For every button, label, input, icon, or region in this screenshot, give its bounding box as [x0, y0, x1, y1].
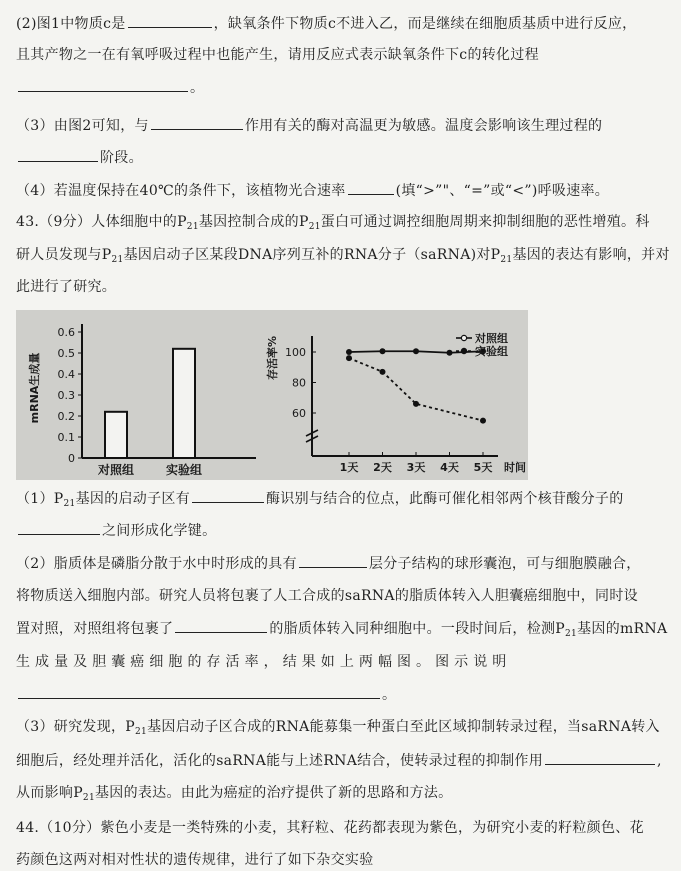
x-tick-label: 4天 — [440, 461, 459, 474]
text-line — [16, 750, 666, 771]
x-tick-label: 实验组 — [165, 463, 203, 477]
data-point — [413, 348, 419, 354]
data-point — [480, 418, 486, 424]
legend-marker — [461, 335, 466, 340]
bar — [173, 349, 195, 458]
series-line — [349, 358, 483, 421]
text-fragment: （1）P — [16, 491, 64, 507]
text-line — [16, 180, 666, 201]
answer-blank[interactable] — [18, 77, 188, 92]
text-fragment: 生 成 量 及 胆 囊 癌 细 胞 的 存 活 率 ， 结 果 如 上 两 幅 图 。 图 示 说 明 — [16, 654, 507, 670]
answer-blank[interactable] — [545, 750, 655, 765]
text-fragment: 蛋白可通过调控细胞周期来抑制细胞的恶性增殖。科 — [320, 214, 650, 230]
text-line — [16, 818, 666, 838]
y-tick-label: 0.1 — [57, 431, 75, 444]
text-fragment: 层分子结构的球形囊泡，可与细胞膜融合， — [368, 556, 641, 572]
subscript: 21 — [500, 255, 513, 265]
text-line — [16, 652, 666, 672]
text-fragment: 将物质送入细胞内部。研究人员将包裹了人工合成的saRNA的脂质体转入人胆囊癌细胞中，同时设 — [16, 588, 638, 604]
text-line — [16, 212, 666, 232]
text-fragment: 作用有关的酶对高温更为敏感。温度会影响该生理过程的 — [244, 118, 603, 134]
y-axis-label: mRNA生成量 — [28, 352, 41, 424]
x-tick-label: 3天 — [406, 461, 426, 474]
legend-label: 对照组 — [475, 332, 508, 345]
text-fragment: 酶识别与结合的位点，此酶可催化相邻两个核苷酸分子的 — [266, 491, 624, 507]
text-fragment: 基因启动子区某段DNA序列互补的RNA分子（saRNA)对P — [123, 247, 501, 263]
text-fragment: （3）由图2可知，与 — [16, 118, 149, 134]
text-line — [16, 553, 666, 574]
y-tick-label: 0.4 — [57, 368, 75, 381]
text-fragment: （2）脂质体是磷脂分散于水中时形成的具有 — [16, 556, 297, 572]
y-tick-label: 0.6 — [57, 326, 75, 339]
text-line — [16, 717, 666, 737]
text-fragment: 44.（10分）紫色小麦是一类特殊的小麦，其籽粒、花药都表现为紫色，为研究小麦的籽粒颜色、花 — [16, 820, 644, 836]
answer-blank[interactable] — [128, 13, 212, 28]
text-line — [16, 245, 670, 265]
text-fragment: 基因启动子区合成的RNA能募集一种蛋白至此区域抑制转录过程，当saRNA转入 — [147, 719, 660, 735]
text-fragment: (2)图1中物质c是 — [16, 16, 126, 32]
text-fragment: （3）研究发现，P — [16, 719, 136, 735]
text-fragment: 基因控制合成的P — [198, 214, 309, 230]
text-fragment: 置对照，对照组将包裹了 — [16, 621, 174, 637]
text-line — [16, 13, 666, 34]
text-line — [16, 850, 666, 870]
legend-label: 实验组 — [475, 345, 508, 358]
text-fragment: 基因的表达。由此为癌症的治疗提供了新的思路和方法。 — [94, 785, 453, 801]
survival-line-chart — [265, 331, 526, 474]
answer-blank[interactable] — [18, 520, 100, 535]
y-tick-label: 100 — [285, 346, 306, 359]
data-point — [380, 348, 386, 354]
y-axis-label: 存活率% — [266, 335, 279, 381]
text-fragment: 43.（9分）人体细胞中的P — [16, 214, 187, 230]
subscript: 21 — [135, 727, 148, 737]
text-fragment: （4）若温度保持在40℃的条件下，该植物光合速率 — [16, 183, 346, 199]
data-point — [346, 349, 352, 355]
text-fragment: , — [657, 753, 662, 769]
text-fragment: 。 — [382, 687, 397, 703]
text-fragment: 。 — [190, 80, 205, 96]
answer-blank[interactable] — [151, 115, 243, 130]
y-tick-label: 80 — [292, 376, 306, 390]
data-point — [447, 350, 453, 356]
charts-svg — [16, 310, 528, 480]
y-tick-label: 0.5 — [57, 347, 75, 360]
x-tick-label: 1天 — [339, 461, 359, 474]
y-tick-label: 0 — [68, 452, 75, 465]
x-axis-label: 时间 — [504, 461, 526, 474]
text-line — [16, 520, 666, 541]
mrna-bar-chart — [27, 324, 256, 477]
text-line — [16, 783, 666, 803]
bar — [105, 412, 127, 458]
subscript: 21 — [82, 793, 95, 803]
answer-blank[interactable] — [192, 488, 264, 503]
subscript: 21 — [63, 499, 76, 509]
text-fragment: (填“>”"、“=”或“<”)呼吸速率。 — [395, 183, 610, 199]
text-line — [16, 586, 666, 606]
text-line — [16, 618, 666, 639]
text-line — [16, 77, 666, 98]
x-tick-label: 对照组 — [97, 463, 135, 477]
text-fragment: 基因的启动子区有 — [75, 491, 190, 507]
legend-marker — [461, 348, 466, 353]
y-tick-label: 0.3 — [57, 389, 75, 402]
text-fragment: 阶段。 — [100, 150, 143, 166]
data-point — [380, 369, 386, 375]
x-tick-label: 5天 — [473, 461, 493, 474]
text-line — [16, 684, 666, 705]
experiment-figure — [16, 310, 528, 480]
text-fragment: 且其产物之一在有氧呼吸过程中也能产生，请用反应式表示缺氧条件下c的转化过程 — [16, 47, 539, 63]
text-line — [16, 488, 666, 509]
text-line — [16, 147, 666, 168]
y-tick-label: 60 — [292, 407, 306, 420]
data-point — [346, 355, 352, 361]
answer-blank[interactable] — [348, 180, 394, 195]
text-line — [16, 45, 666, 65]
text-fragment: 此进行了研究。 — [16, 279, 117, 295]
x-tick-label: 2天 — [373, 461, 392, 474]
text-fragment: 研人员发现与P — [16, 247, 112, 263]
text-fragment: ，缺氧条件下物质c不进入乙，而是继续在细胞质基质中进行反应， — [213, 16, 637, 32]
answer-blank[interactable] — [299, 553, 367, 568]
answer-blank[interactable] — [18, 684, 380, 699]
subscript: 21 — [111, 255, 124, 265]
subscript: 21 — [308, 222, 321, 232]
text-fragment: 从而影响P — [16, 785, 83, 801]
text-fragment: 细胞后，经处理并活化，活化的saRNA能与上述RNA结合，使转录过程的抑制作用 — [16, 753, 544, 769]
answer-blank[interactable] — [175, 618, 267, 633]
data-point — [413, 401, 419, 407]
y-tick-label: 0.2 — [57, 410, 75, 423]
text-fragment: 基因的mRNA — [577, 621, 668, 637]
subscript: 21 — [186, 222, 199, 232]
text-fragment: 之间形成化学键。 — [102, 523, 217, 539]
text-fragment: 的脂质体转入同种细胞中。一段时间后，检测P — [269, 621, 566, 637]
text-fragment: 基因的表达有影响，并对 — [512, 247, 670, 263]
answer-blank[interactable] — [18, 147, 98, 162]
text-line — [16, 277, 666, 297]
subscript: 21 — [565, 629, 578, 639]
text-line — [16, 115, 666, 136]
text-fragment: 药颜色这两对相对性状的遗传规律，进行了如下杂交实验 — [16, 852, 374, 868]
